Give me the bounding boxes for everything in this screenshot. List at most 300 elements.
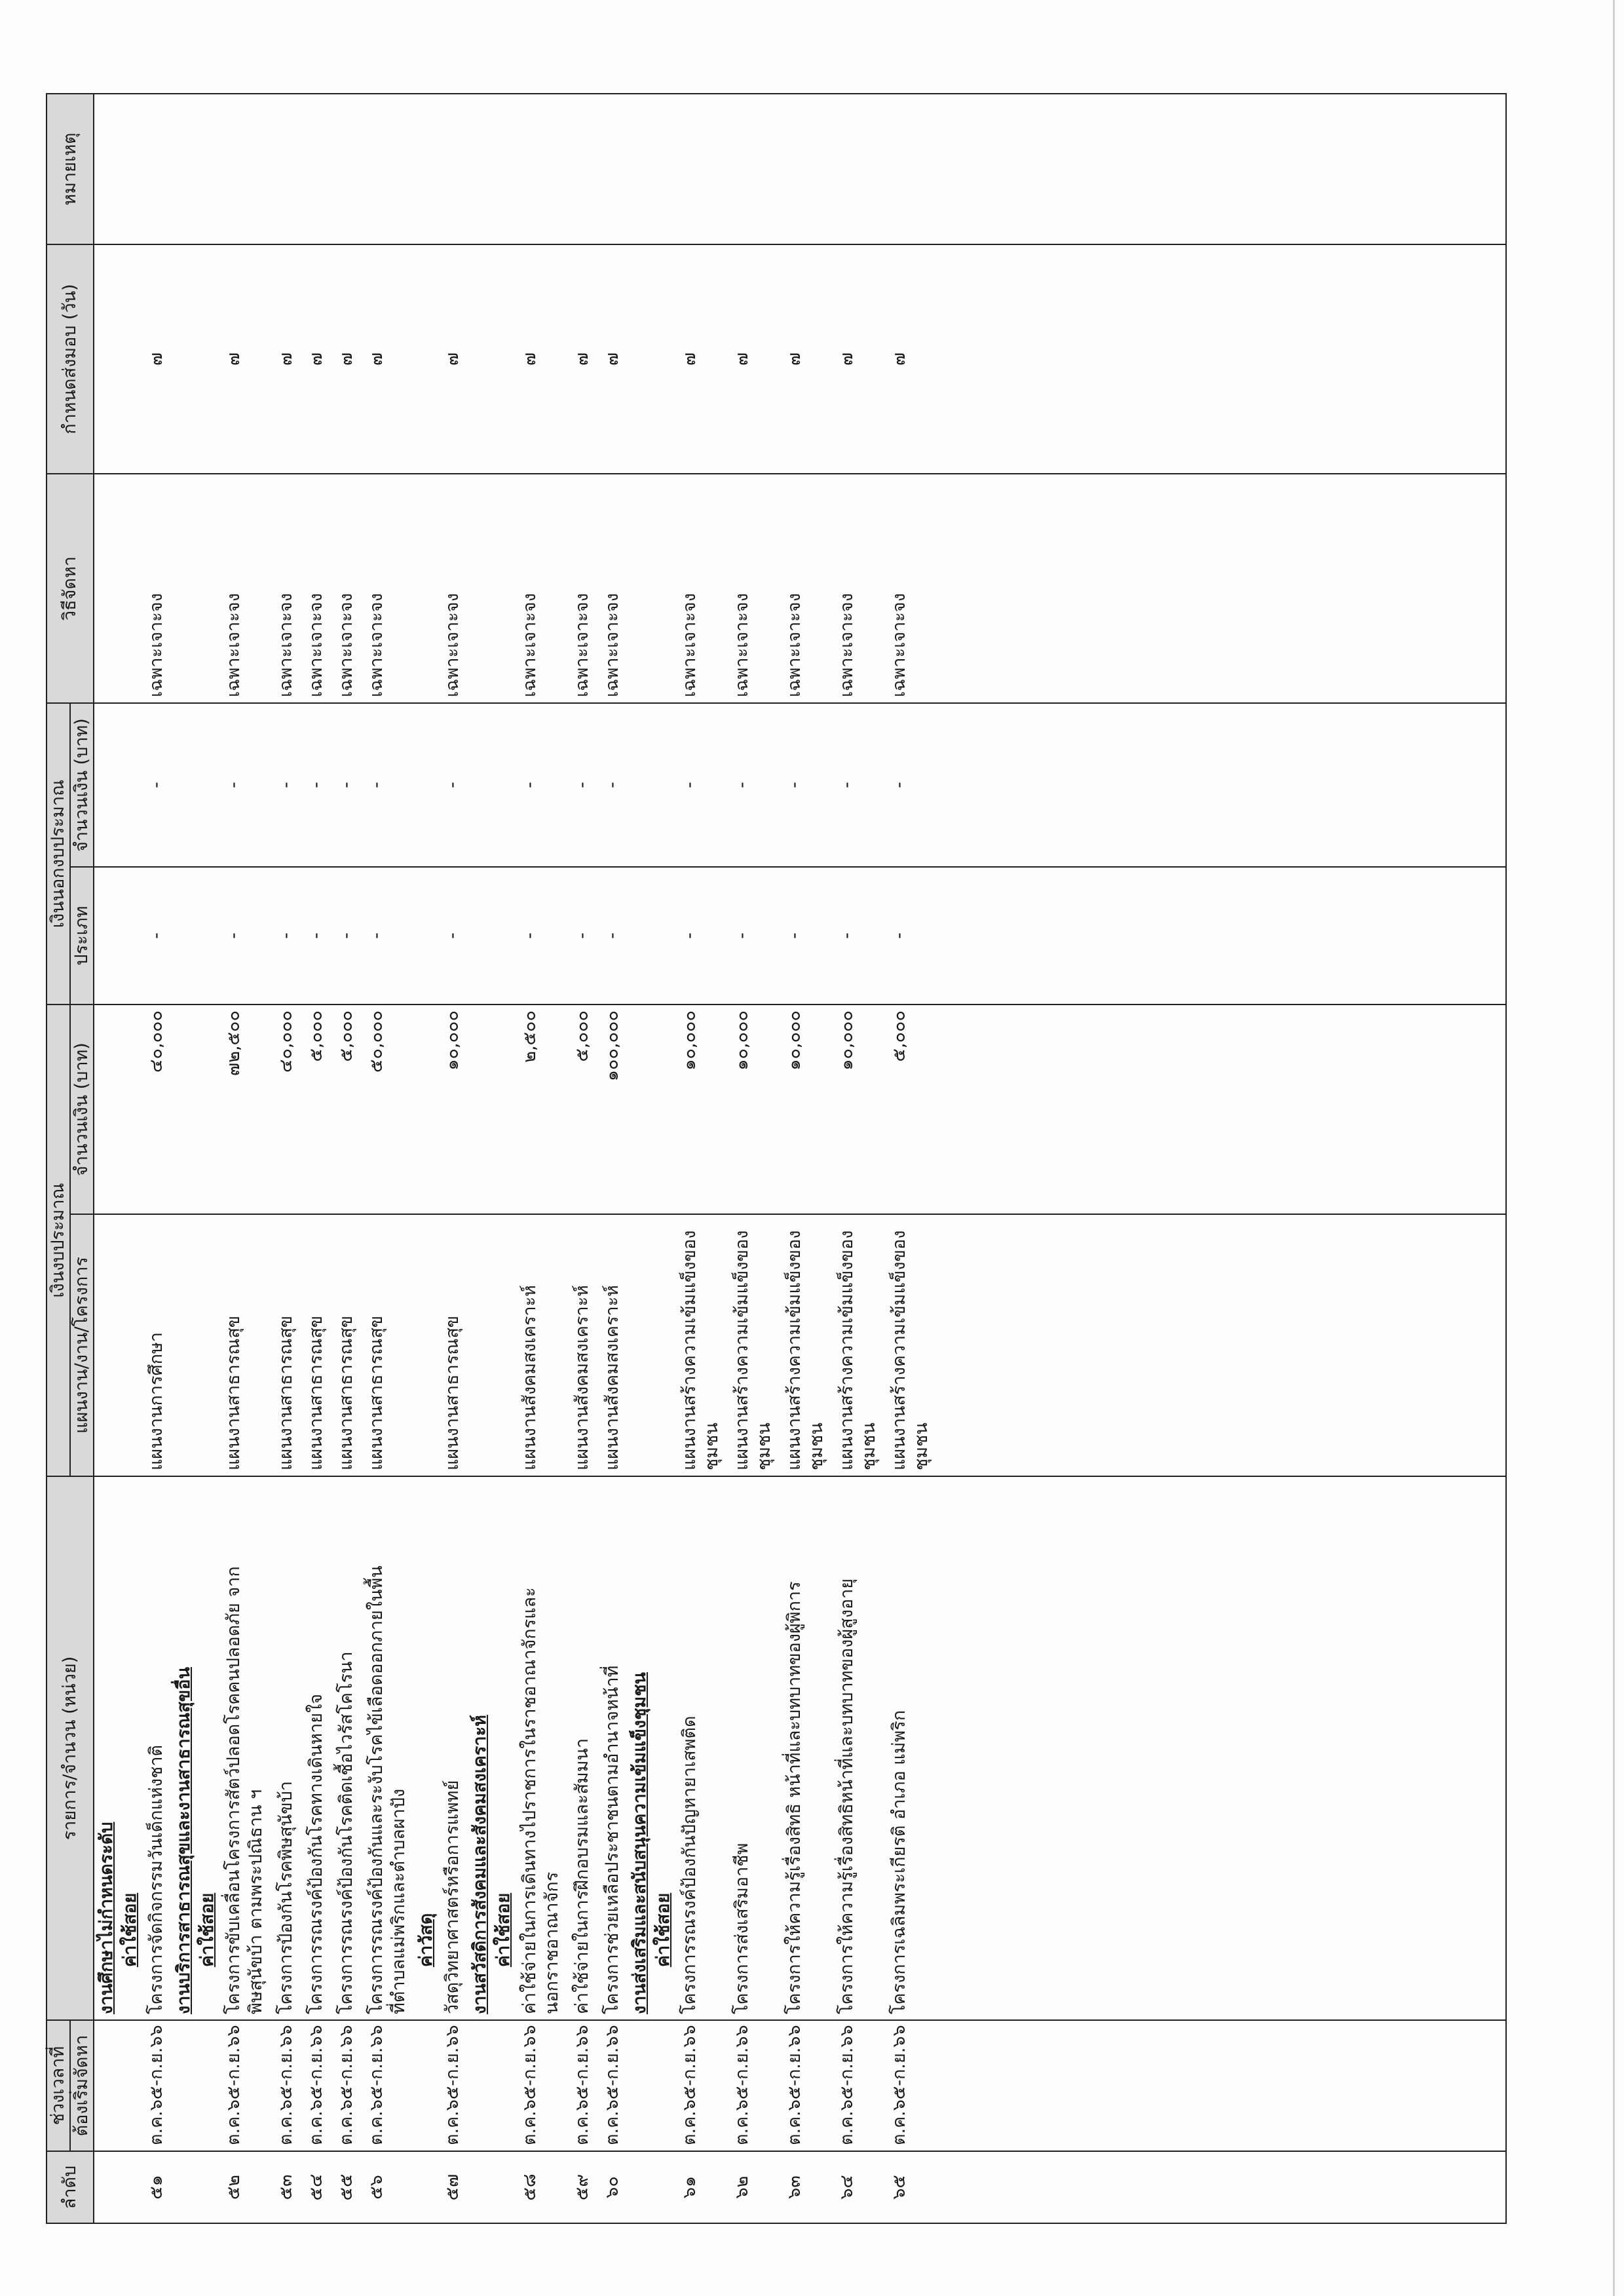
nonbudget-amount-cell: - [219, 703, 271, 867]
subsection-title: ค่าใช้สอย [120, 1892, 140, 1967]
empty-cell [414, 474, 438, 703]
nonbudget-amount-cell: - [362, 703, 414, 867]
note-cell [780, 94, 832, 244]
empty-cell [172, 474, 195, 703]
empty-cell [937, 1476, 1506, 2020]
empty-cell [414, 703, 438, 867]
deadline-cell: ๗ [362, 244, 414, 474]
header-deadline: กำหนดส่งมอบ (วัน) [47, 244, 94, 474]
note-cell [301, 94, 331, 244]
empty-cell [118, 1214, 142, 1476]
empty-cell [491, 1214, 515, 1476]
empty-cell [651, 474, 675, 703]
nonbudget-type-cell: - [597, 867, 628, 1004]
empty-cell [468, 2151, 491, 2223]
subsection-title: ค่าใช้สอย [653, 1892, 673, 1967]
deadline-cell: ๗ [567, 244, 597, 474]
start-date-cell: ต.ค.๖๕-ก.ย.๖๖ [597, 2020, 628, 2151]
seq-cell: ๖๒ [727, 2151, 780, 2223]
note-cell [142, 94, 172, 244]
empty-cell [628, 2151, 651, 2223]
item-description-cell [362, 1476, 414, 2020]
plan-program-cell: แผนงานสาธารณสุข [219, 1214, 271, 1476]
section-title-cell [468, 1476, 491, 2020]
empty-cell [468, 867, 491, 1004]
empty-cell [468, 1004, 491, 1214]
nonbudget-type-cell: - [832, 867, 884, 1004]
deadline-cell: ๗ [884, 244, 937, 474]
deadline-cell: ๗ [727, 244, 780, 474]
method-cell: เฉพาะเจาะจง [675, 474, 727, 703]
table-row [142, 94, 172, 2223]
section-title-cell [628, 1476, 651, 2020]
empty-cell [195, 244, 219, 474]
filler-row [937, 94, 1506, 2223]
note-cell [219, 94, 271, 244]
section-title: งานบริการสาธารณสุขและงานสาธารณสุขอื่น [174, 1667, 194, 2014]
empty-cell [651, 244, 675, 474]
subsection-title: ค่าใช้สอย [197, 1892, 217, 1967]
item-description-cell [597, 1476, 628, 2020]
empty-cell [172, 867, 195, 1004]
empty-cell [172, 244, 195, 474]
empty-cell [195, 94, 219, 244]
item-description-line: โครงการเฉลิมพระเกียรติ อำเภอ แม่พริก [889, 1710, 909, 2014]
empty-cell [651, 1214, 675, 1476]
plan-program-cell: แผนงานการศึกษา [142, 1214, 172, 1476]
seq-cell: ๕๙ [567, 2151, 597, 2223]
header-method: วิธีจัดหา [47, 474, 94, 703]
empty-cell [628, 1214, 651, 1476]
plan-program-cell: แผนงานสร้างความเข้มแข็งของชุมชน [675, 1214, 727, 1476]
item-description-line: โครงการจัดกิจกรรมวันเด็กแห่งชาติ [146, 1744, 166, 2014]
item-description-line: นอกราชอาณาจักร [542, 1871, 562, 2014]
item-description-line: โครงการรณรงค์ป้องกันและระงับโรคไข้เลือดออกภายในพื้น [366, 1565, 387, 2014]
header-budget-group: เงินงบประมาณ [47, 1004, 70, 1476]
section-row [628, 94, 651, 2223]
nonbudget-type-cell: - [780, 867, 832, 1004]
item-description-line: โครงการรณรงค์ป้องกันโรคติดเชื้อไวรัสโคโรนา [336, 1651, 356, 2014]
start-date-cell: ต.ค.๖๕-ก.ย.๖๖ [832, 2020, 884, 2151]
nonbudget-type-cell: - [331, 867, 362, 1004]
start-date-cell: ต.ค.๖๕-ก.ย.๖๖ [142, 2020, 172, 2151]
empty-cell [628, 2020, 651, 2151]
start-date-cell: ต.ค.๖๕-ก.ย.๖๖ [675, 2020, 727, 2151]
empty-cell [937, 474, 1506, 703]
table-row [727, 94, 780, 2223]
empty-cell [94, 1004, 118, 1214]
empty-cell [937, 703, 1506, 867]
empty-cell [651, 2020, 675, 2151]
item-description-cell [438, 1476, 468, 2020]
empty-cell [491, 2020, 515, 2151]
header-nonbudget-amount: จำนวนเงิน (บาท) [70, 703, 94, 867]
table-row [362, 94, 414, 2223]
table-row [832, 94, 884, 2223]
table-row [271, 94, 301, 2223]
section-title: งานสวัสดิการสังคมและสังคมสงเคราะห์ [470, 1715, 490, 2014]
table-row [597, 94, 628, 2223]
subsection-title: ค่าวัสดุ [416, 1913, 436, 1967]
method-cell: เฉพาะเจาะจง [301, 474, 331, 703]
amount-cell: ๑๐,๐๐๐ [832, 1004, 884, 1214]
item-description-line: โครงการส่งเสริมอาชีพ [732, 1843, 752, 2014]
empty-cell [468, 94, 491, 244]
empty-cell [937, 2151, 1506, 2223]
empty-cell [118, 1004, 142, 1214]
subsection-row [651, 94, 675, 2223]
method-cell: เฉพาะเจาะจง [362, 474, 414, 703]
seq-cell: ๖๓ [780, 2151, 832, 2223]
plan-program-cell: แผนงานสาธารณสุข [271, 1214, 301, 1476]
item-description-cell [567, 1476, 597, 2020]
nonbudget-amount-cell: - [780, 703, 832, 867]
empty-cell [118, 703, 142, 867]
note-cell [567, 94, 597, 244]
plan-program-cell: แผนงานสาธารณสุข [301, 1214, 331, 1476]
empty-cell [414, 2151, 438, 2223]
empty-cell [491, 94, 515, 244]
plan-program-cell: แผนงานสร้างความเข้มแข็งของชุมชน [832, 1214, 884, 1476]
note-cell [362, 94, 414, 244]
table-row [780, 94, 832, 2223]
section-title: งานส่งเสริมและสนับสนุนความเข้มแข็งชุมชน [630, 1672, 650, 2014]
header-seq: ลำดับ [47, 2151, 94, 2223]
nonbudget-type-cell: - [515, 867, 567, 1004]
empty-cell [94, 2151, 118, 2223]
empty-cell [195, 867, 219, 1004]
method-cell: เฉพาะเจาะจง [271, 474, 301, 703]
item-description-line: โครงการรณรงค์ป้องกันปัญหายาเสพติด [679, 1715, 700, 2014]
start-date-cell: ต.ค.๖๕-ก.ย.๖๖ [301, 2020, 331, 2151]
table-row [884, 94, 937, 2223]
nonbudget-amount-cell: - [301, 703, 331, 867]
empty-cell [937, 244, 1506, 474]
nonbudget-type-cell: - [675, 867, 727, 1004]
section-title-cell [94, 1476, 118, 2020]
empty-cell [172, 1214, 195, 1476]
nonbudget-amount-cell: - [567, 703, 597, 867]
note-cell [884, 94, 937, 244]
empty-cell [414, 867, 438, 1004]
empty-cell [94, 1214, 118, 1476]
deadline-cell: ๗ [438, 244, 468, 474]
seq-cell: ๕๕ [331, 2151, 362, 2223]
deadline-cell: ๗ [331, 244, 362, 474]
empty-cell [468, 244, 491, 474]
empty-cell [937, 1004, 1506, 1214]
note-cell [727, 94, 780, 244]
deadline-cell: ๗ [142, 244, 172, 474]
plan-program-cell: แผนงานสังคมสงเคราะห์ [515, 1214, 567, 1476]
start-date-cell: ต.ค.๖๕-ก.ย.๖๖ [438, 2020, 468, 2151]
empty-cell [195, 1004, 219, 1214]
method-cell: เฉพาะเจาะจง [727, 474, 780, 703]
empty-cell [491, 867, 515, 1004]
item-description-cell [331, 1476, 362, 2020]
empty-cell [172, 2151, 195, 2223]
start-date-cell: ต.ค.๖๕-ก.ย.๖๖ [567, 2020, 597, 2151]
amount-cell: ๕,๐๐๐ [301, 1004, 331, 1214]
header-type: ประเภท [70, 867, 94, 1004]
table-row [438, 94, 468, 2223]
subsection-title: ค่าใช้สอย [493, 1892, 514, 1967]
nonbudget-amount-cell: - [727, 703, 780, 867]
item-description-line: โครงการรณรงค์ป้องกันโรคทางเดินหายใจ [306, 1693, 326, 2014]
plan-program-cell: แผนงานสังคมสงเคราะห์ [597, 1214, 628, 1476]
note-cell [675, 94, 727, 244]
empty-cell [491, 1004, 515, 1214]
empty-cell [118, 474, 142, 703]
table-body [94, 94, 1506, 2223]
start-date-cell: ต.ค.๖๕-ก.ย.๖๖ [515, 2020, 567, 2151]
item-description-line: ที่ตำบลแม่พริกและตำบลผาปัง [388, 1788, 409, 2014]
subsection-title-cell [195, 1476, 219, 2020]
nonbudget-type-cell: - [362, 867, 414, 1004]
nonbudget-type-cell: - [219, 867, 271, 1004]
empty-cell [651, 2151, 675, 2223]
note-cell [597, 94, 628, 244]
item-description-cell [515, 1476, 567, 2020]
item-description-cell [675, 1476, 727, 2020]
item-description-cell [884, 1476, 937, 2020]
subsection-title-cell [118, 1476, 142, 2020]
nonbudget-amount-cell: - [331, 703, 362, 867]
section-title: งานศึกษาไม่กำหนดระดับ [96, 1822, 117, 2014]
method-cell: เฉพาะเจาะจง [780, 474, 832, 703]
procurement-plan-table [46, 93, 1507, 2224]
deadline-cell: ๗ [271, 244, 301, 474]
plan-program-cell: แผนงานสร้างความเข้มแข็งของชุมชน [884, 1214, 937, 1476]
nonbudget-amount-cell: - [142, 703, 172, 867]
empty-cell [172, 703, 195, 867]
seq-cell: ๖๔ [832, 2151, 884, 2223]
empty-cell [937, 867, 1506, 1004]
empty-cell [94, 867, 118, 1004]
empty-cell [468, 474, 491, 703]
empty-cell [172, 94, 195, 244]
method-cell: เฉพาะเจาะจง [219, 474, 271, 703]
seq-cell: ๖๕ [884, 2151, 937, 2223]
empty-cell [414, 1214, 438, 1476]
section-row [468, 94, 491, 2223]
section-title-cell [172, 1476, 195, 2020]
nonbudget-type-cell: - [142, 867, 172, 1004]
empty-cell [491, 244, 515, 474]
empty-cell [468, 703, 491, 867]
item-description-cell [832, 1476, 884, 2020]
amount-cell: ๕,๐๐๐ [567, 1004, 597, 1214]
empty-cell [118, 2151, 142, 2223]
empty-cell [628, 867, 651, 1004]
note-cell [271, 94, 301, 244]
seq-cell: ๖๐ [597, 2151, 628, 2223]
subsection-title-cell [414, 1476, 438, 2020]
plan-program-cell: แผนงานสาธารณสุข [438, 1214, 468, 1476]
note-cell [331, 94, 362, 244]
subsection-title-cell [491, 1476, 515, 2020]
empty-cell [468, 2020, 491, 2151]
amount-cell: ๕๐,๐๐๐ [362, 1004, 414, 1214]
empty-cell [651, 703, 675, 867]
nonbudget-amount-cell: - [597, 703, 628, 867]
empty-cell [172, 1004, 195, 1214]
empty-cell [628, 703, 651, 867]
plan-program-cell: แผนงานสังคมสงเคราะห์ [567, 1214, 597, 1476]
seq-cell: ๕๘ [515, 2151, 567, 2223]
nonbudget-amount-cell: - [515, 703, 567, 867]
header-row-1 [47, 94, 70, 2223]
header-start-date: ต้องเริ่มจัดหา [70, 2020, 94, 2151]
method-cell: เฉพาะเจาะจง [567, 474, 597, 703]
empty-cell [195, 2151, 219, 2223]
nonbudget-amount-cell: - [675, 703, 727, 867]
empty-cell [651, 94, 675, 244]
empty-cell [94, 244, 118, 474]
deadline-cell: ๗ [219, 244, 271, 474]
empty-cell [94, 94, 118, 244]
start-date-cell: ต.ค.๖๕-ก.ย.๖๖ [780, 2020, 832, 2151]
amount-cell: ๑๐๐,๐๐๐ [597, 1004, 628, 1214]
plan-program-cell: แผนงานสาธารณสุข [362, 1214, 414, 1476]
empty-cell [414, 94, 438, 244]
start-date-cell: ต.ค.๖๕-ก.ย.๖๖ [331, 2020, 362, 2151]
seq-cell: ๕๔ [301, 2151, 331, 2223]
empty-cell [628, 474, 651, 703]
header-note: หมายเหตุ [47, 94, 94, 244]
item-description-line: พิษสุนัขบ้า ตามพระปณิธาน ฯ [246, 1789, 266, 2014]
note-cell [832, 94, 884, 244]
deadline-cell: ๗ [597, 244, 628, 474]
nonbudget-type-cell: - [301, 867, 331, 1004]
item-description-cell [301, 1476, 331, 2020]
table-row [675, 94, 727, 2223]
table-row [331, 94, 362, 2223]
table-row [301, 94, 331, 2223]
method-cell: เฉพาะเจาะจง [515, 474, 567, 703]
empty-cell [937, 94, 1506, 244]
amount-cell: ๔๐,๐๐๐ [271, 1004, 301, 1214]
empty-cell [414, 2020, 438, 2151]
empty-cell [195, 1214, 219, 1476]
deadline-cell: ๗ [301, 244, 331, 474]
item-description-line: โครงการช่วยเหลือประชาชนตามอำนาจหน้าที่ [602, 1665, 622, 2014]
method-cell: เฉพาะเจาะจง [438, 474, 468, 703]
item-description-line: โครงการให้ความรู้เรื่องสิทธิ หน้าที่และบทบาทของผู้พิการ [784, 1581, 804, 2014]
empty-cell [491, 703, 515, 867]
table-row [219, 94, 271, 2223]
item-description-line: โครงการป้องกันโรคพิษสุนัขบ้า [276, 1781, 296, 2014]
header-amount: จำนวนเงิน (บาท) [70, 1004, 94, 1214]
deadline-cell: ๗ [832, 244, 884, 474]
start-date-cell: ต.ค.๖๕-ก.ย.๖๖ [884, 2020, 937, 2151]
empty-cell [491, 474, 515, 703]
plan-program-cell: แผนงานสร้างความเข้มแข็งของชุมชน [780, 1214, 832, 1476]
seq-cell: ๕๑ [142, 2151, 172, 2223]
empty-cell [937, 2020, 1506, 2151]
empty-cell [118, 94, 142, 244]
plan-program-cell: แผนงานสาธารณสุข [331, 1214, 362, 1476]
item-description-line: โครงการให้ความรู้เรื่องสิทธิหน้าที่และบทบาทของผู้สูงอายุ [837, 1578, 857, 2014]
empty-cell [491, 2151, 515, 2223]
amount-cell: ๑๐,๐๐๐ [727, 1004, 780, 1214]
subsection-row [491, 94, 515, 2223]
item-description-line: วัสดุวิทยาศาสตร์หรือการแพทย์ [442, 1780, 463, 2014]
empty-cell [651, 1004, 675, 1214]
header-period-group: ช่วงเวลาที่ [47, 2020, 70, 2151]
section-row [172, 94, 195, 2223]
seq-cell: ๕๖ [362, 2151, 414, 2223]
nonbudget-type-cell: - [884, 867, 937, 1004]
item-description-cell [219, 1476, 271, 2020]
empty-cell [651, 867, 675, 1004]
amount-cell: ๒,๕๐๐ [515, 1004, 567, 1214]
method-cell: เฉพาะเจาะจง [331, 474, 362, 703]
empty-cell [118, 2020, 142, 2151]
note-cell [438, 94, 468, 244]
empty-cell [628, 1004, 651, 1214]
start-date-cell: ต.ค.๖๕-ก.ย.๖๖ [271, 2020, 301, 2151]
nonbudget-type-cell: - [438, 867, 468, 1004]
deadline-cell: ๗ [675, 244, 727, 474]
empty-cell [118, 867, 142, 1004]
note-cell [515, 94, 567, 244]
empty-cell [94, 2020, 118, 2151]
amount-cell: ๕,๐๐๐ [884, 1004, 937, 1214]
subsection-row [118, 94, 142, 2223]
item-description-line: ค่าใช้จ่ายในการฝึกอบรมและสัมมนา [572, 1738, 592, 2014]
item-description-cell [780, 1476, 832, 2020]
nonbudget-amount-cell: - [884, 703, 937, 867]
nonbudget-type-cell: - [567, 867, 597, 1004]
empty-cell [628, 244, 651, 474]
nonbudget-amount-cell: - [832, 703, 884, 867]
amount-cell: ๕,๐๐๐ [331, 1004, 362, 1214]
amount-cell: ๑๐,๐๐๐ [438, 1004, 468, 1214]
seq-cell: ๕๗ [438, 2151, 468, 2223]
nonbudget-amount-cell: - [271, 703, 301, 867]
amount-cell: ๗๒,๕๐๐ [219, 1004, 271, 1214]
item-description-cell [271, 1476, 301, 2020]
amount-cell: ๔๐,๐๐๐ [142, 1004, 172, 1214]
nonbudget-type-cell: - [271, 867, 301, 1004]
empty-cell [94, 474, 118, 703]
method-cell: เฉพาะเจาะจง [884, 474, 937, 703]
item-description-line: โครงการขับเคลื่อนโครงการสัตว์ปลอดโรคคนปลอดภัย จาก [223, 1566, 244, 2014]
method-cell: เฉพาะเจาะจง [832, 474, 884, 703]
empty-cell [468, 1214, 491, 1476]
method-cell: เฉพาะเจาะจง [597, 474, 628, 703]
start-date-cell: ต.ค.๖๕-ก.ย.๖๖ [219, 2020, 271, 2151]
header-items: รายการ/จำนวน (หน่วย) [47, 1476, 94, 2020]
empty-cell [118, 244, 142, 474]
empty-cell [195, 2020, 219, 2151]
empty-cell [94, 703, 118, 867]
start-date-cell: ต.ค.๖๕-ก.ย.๖๖ [727, 2020, 780, 2151]
header-plan-program: แผนงาน/งาน/โครงการ [70, 1214, 94, 1476]
empty-cell [628, 94, 651, 244]
subsection-row [195, 94, 219, 2223]
seq-cell: ๕๓ [271, 2151, 301, 2223]
subsection-title-cell [651, 1476, 675, 2020]
empty-cell [937, 1214, 1506, 1476]
seq-cell: ๖๑ [675, 2151, 727, 2223]
empty-cell [414, 244, 438, 474]
table-row [567, 94, 597, 2223]
deadline-cell: ๗ [780, 244, 832, 474]
subsection-row [414, 94, 438, 2223]
amount-cell: ๑๐,๐๐๐ [780, 1004, 832, 1214]
